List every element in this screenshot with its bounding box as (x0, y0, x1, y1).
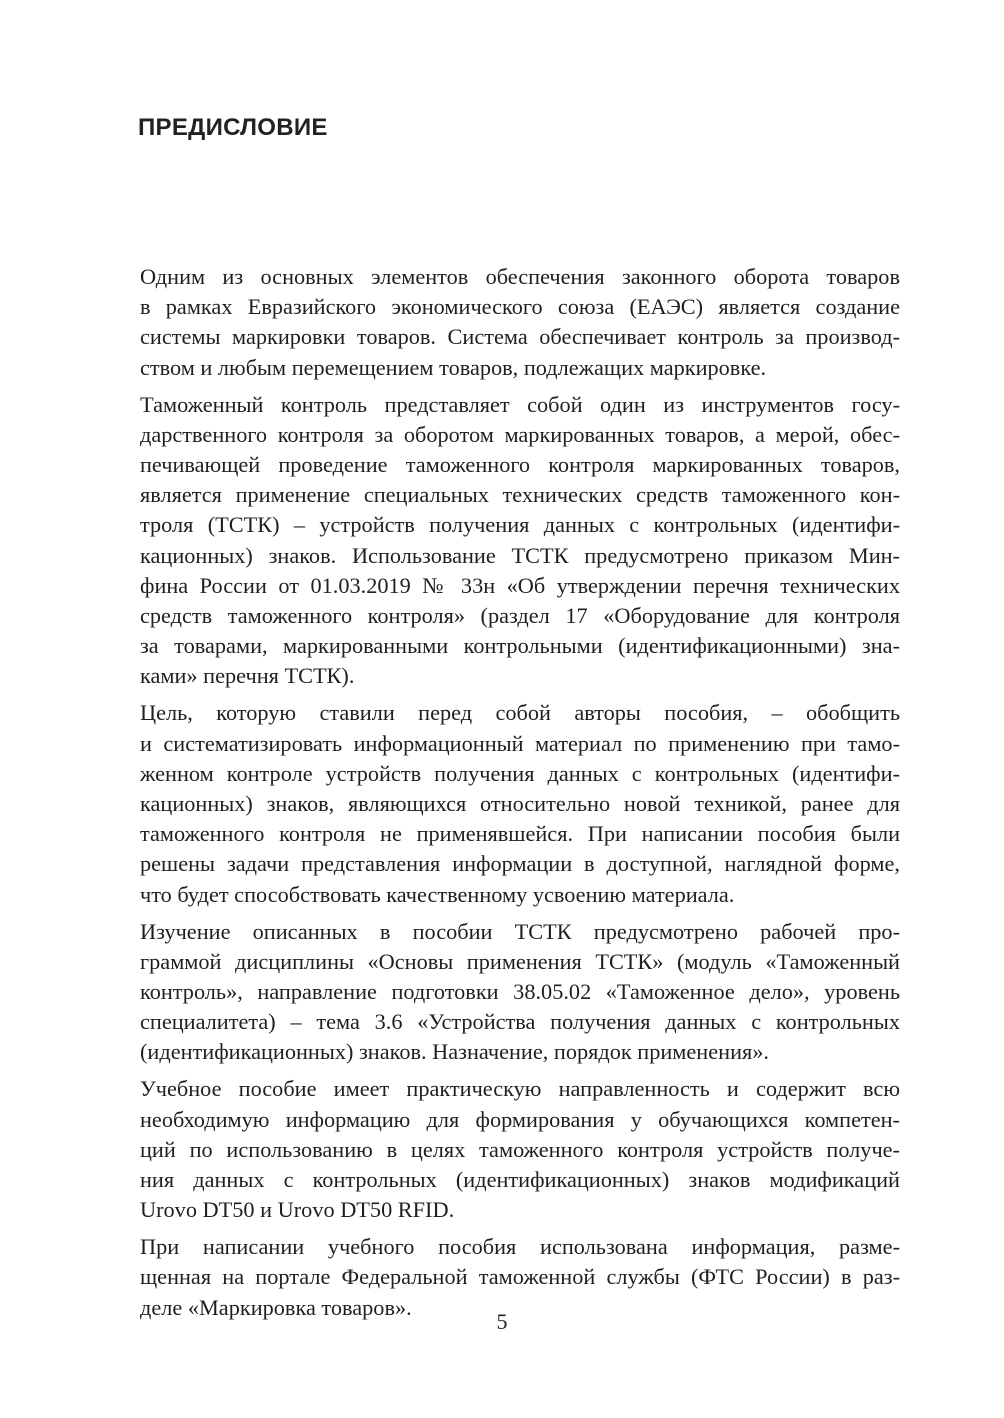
text-line: Urovo DT50 и Urovo DT50 RFID. (140, 1197, 455, 1223)
text-line: и систематизировать информационный материал по применению при тамо- (140, 730, 900, 756)
text-line: в рамках Евразийского экономического союза (ЕАЭС) является создание (140, 294, 900, 320)
paragraph-3 (104, 698, 900, 909)
text-line: кационных) знаков, являющихся относительно новой техникой, ранее для (140, 791, 900, 817)
text-line: При написании учебного пособия использована информация, разме- (140, 1234, 900, 1260)
page-title: ПРЕДИСЛОВИЕ (138, 114, 328, 141)
text-line: решены задачи представления информации в доступной, наглядной форме, (140, 851, 900, 877)
text-line: печивающей проведение таможенного контроля маркированных товаров, (140, 452, 900, 478)
text-line: Цель, которую ставили перед собой авторы пособия, – обобщить (140, 700, 900, 726)
paragraph-2 (104, 390, 900, 692)
text-line: средств таможенного контроля» (раздел 17 «Оборудование для контроля (140, 603, 900, 629)
text-line: системы маркировки товаров. Система обеспечивает контроль за производ- (140, 324, 900, 350)
text-line: троля (ТСТК) – устройств получения данных с контрольных (идентифи- (140, 512, 900, 538)
text-line: за товарами, маркированными контрольными (идентификационными) зна- (140, 633, 900, 659)
text-line: дарственного контроля за оборотом маркированных товаров, а мерой, обес- (140, 421, 900, 447)
paragraph-4 (104, 917, 900, 1068)
text-line: ством и любым перемещением товаров, подлежащих маркировке. (140, 354, 767, 380)
text-line: ками» перечня ТСТК). (140, 663, 355, 689)
text-line: женном контроле устройств получения данных с контрольных (идентифи- (140, 760, 900, 786)
text-line: Учебное пособие имеет практическую направленность и содержит всю (140, 1076, 900, 1102)
paragraph-1 (104, 262, 900, 383)
text-line: граммой дисциплины «Основы применения ТСТК» (модуль «Таможенный (140, 948, 900, 974)
text-line: щенная на портале Федеральной таможенной службы (ФТС России) в раз- (140, 1264, 900, 1290)
text-line: контроль», направление подготовки 38.05.02 «Таможенное дело», уровень (140, 979, 900, 1005)
text-line: фина России от 01.03.2019 № 33н «Об утверждении перечня технических (140, 572, 900, 598)
preface-body (104, 262, 900, 1330)
text-line: кационных) знаков. Использование ТСТК предусмотрено приказом Мин- (140, 542, 900, 568)
text-line: что будет способствовать качественному усвоению материала. (140, 881, 735, 907)
paragraph-5 (104, 1074, 900, 1225)
text-line: необходимую информацию для формирования у обучающихся компетен- (140, 1106, 900, 1132)
text-line: (идентификационных) знаков. Назначение, порядок применения». (140, 1039, 769, 1065)
text-line: Изучение описанных в пособии ТСТК предусмотрено рабочей про- (140, 918, 900, 944)
text-line: специалитета) – тема 3.6 «Устройства получения данных с контрольных (140, 1009, 900, 1035)
text-line: Таможенный контроль представляет собой один из инструментов госу- (140, 391, 900, 417)
page-number: 5 (496, 1309, 508, 1334)
text-line: Одним из основных элементов обеспечения законного оборота товаров (140, 264, 900, 289)
text-line: ния данных с контрольных (идентификационных) знаков модификаций (140, 1167, 900, 1193)
text-line: таможенного контроля не применявшейся. При написании пособия были (140, 821, 900, 847)
text-line: деле «Маркировка товаров». (140, 1294, 412, 1320)
text-line: является применение специальных технических средств таможенного кон- (140, 482, 900, 508)
text-line: ций по использованию в целях таможенного контроля устройств получе- (140, 1136, 900, 1162)
